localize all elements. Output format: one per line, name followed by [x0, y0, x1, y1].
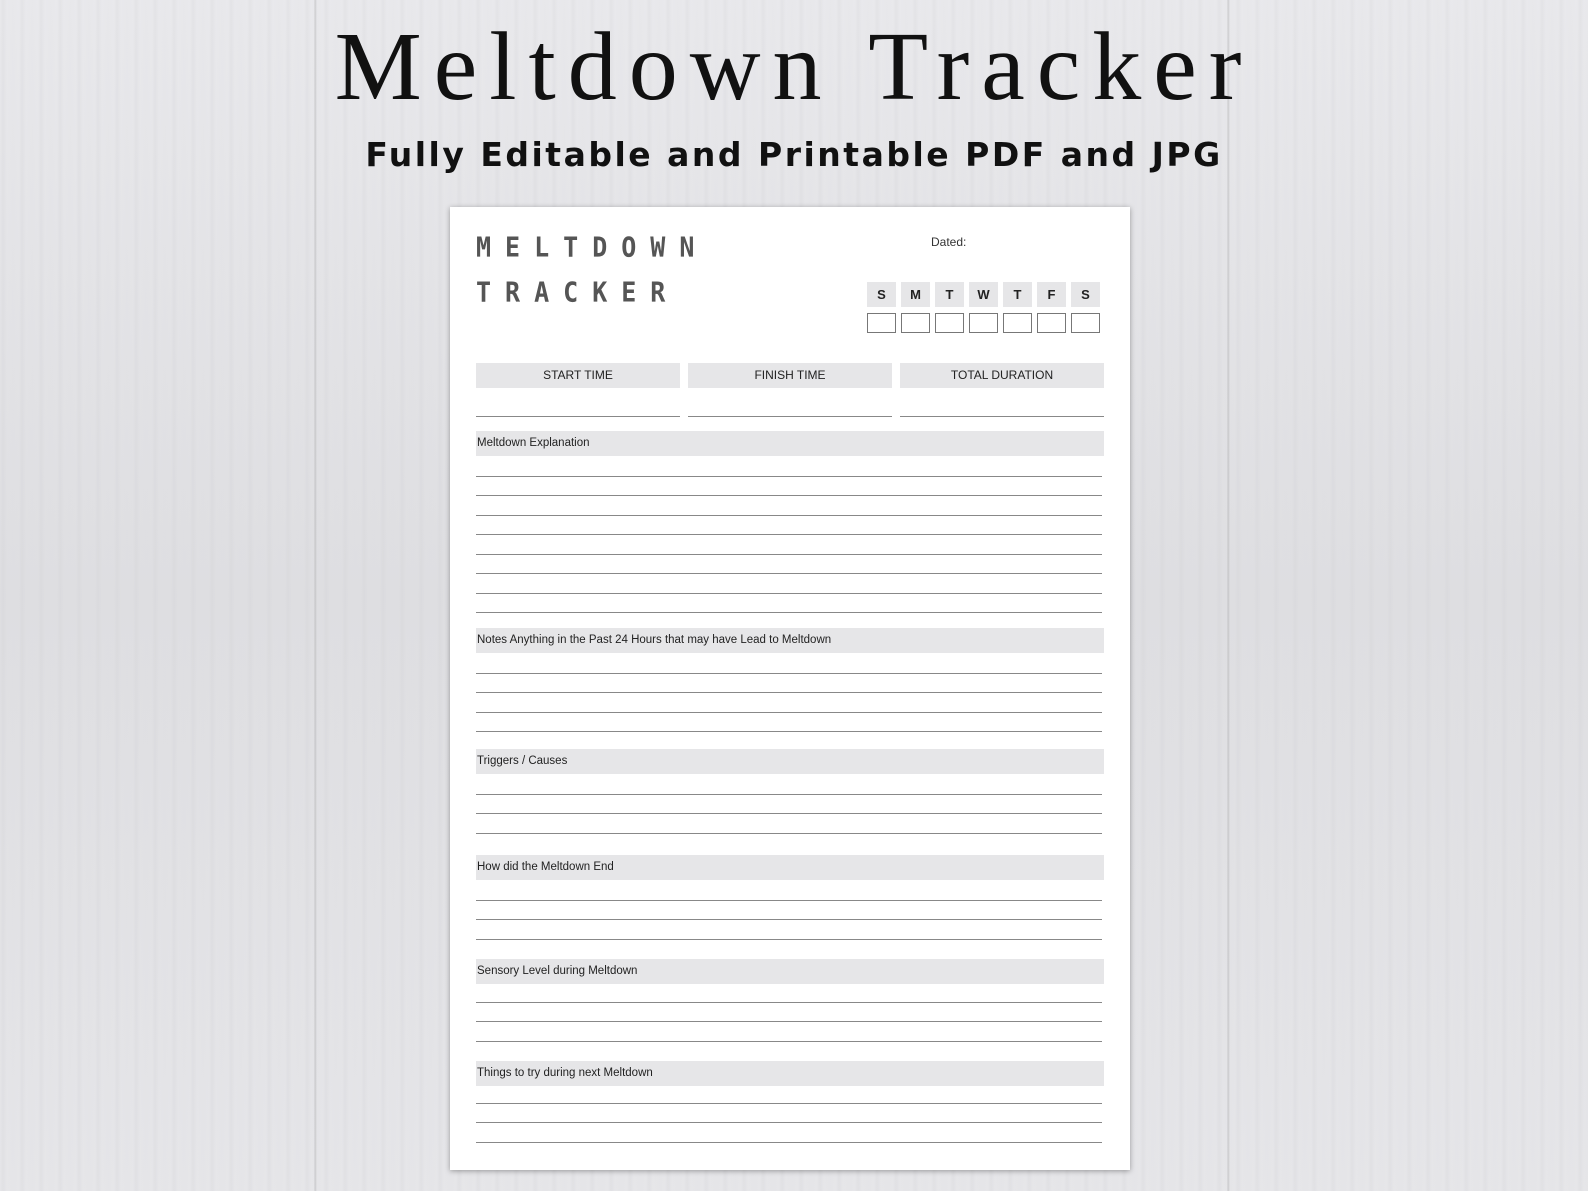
product-title: Meltdown Tracker	[334, 13, 1254, 121]
writing-line[interactable]	[476, 731, 1102, 732]
total-duration-field	[900, 363, 1104, 417]
sheet-title-line1: MELTDOWN	[476, 231, 709, 263]
day-thursday	[1003, 282, 1032, 333]
tracker-sheet	[450, 207, 1130, 1170]
day-checkbox[interactable]	[1003, 313, 1032, 333]
section-sensory-level	[476, 959, 1104, 984]
section-heading: Triggers / Causes	[476, 749, 1104, 774]
day-friday	[1037, 282, 1066, 333]
writing-line[interactable]	[476, 1021, 1102, 1022]
day-letter: F	[1037, 282, 1066, 307]
day-sunday	[867, 282, 896, 333]
day-wednesday	[969, 282, 998, 333]
section-heading: Meltdown Explanation	[476, 431, 1104, 456]
day-checkbox[interactable]	[901, 313, 930, 333]
writing-line[interactable]	[476, 1002, 1102, 1003]
section-meltdown-end	[476, 855, 1104, 880]
day-saturday	[1071, 282, 1100, 333]
writing-line[interactable]	[476, 534, 1102, 535]
start-time-field	[476, 363, 680, 417]
writing-line[interactable]	[476, 692, 1102, 693]
finish-time-field	[688, 363, 892, 417]
writing-line[interactable]	[476, 1041, 1102, 1042]
section-triggers	[476, 749, 1104, 774]
total-duration-label: TOTAL DURATION	[900, 363, 1104, 388]
writing-line[interactable]	[476, 612, 1102, 613]
day-checkbox[interactable]	[1037, 313, 1066, 333]
total-duration-input-line[interactable]	[900, 416, 1104, 417]
writing-line[interactable]	[476, 495, 1102, 496]
section-past-24-hours	[476, 628, 1104, 653]
writing-line[interactable]	[476, 813, 1102, 814]
writing-line[interactable]	[476, 573, 1102, 574]
day-checkbox[interactable]	[867, 313, 896, 333]
day-letter: T	[1003, 282, 1032, 307]
dated-label: Dated:	[931, 235, 967, 249]
day-letter: W	[969, 282, 998, 307]
writing-line[interactable]	[476, 593, 1102, 594]
day-checkbox[interactable]	[1071, 313, 1100, 333]
day-monday	[901, 282, 930, 333]
finish-time-input-line[interactable]	[688, 416, 892, 417]
writing-line[interactable]	[476, 1103, 1102, 1104]
writing-line[interactable]	[476, 712, 1102, 713]
writing-line[interactable]	[476, 476, 1102, 477]
section-heading: Sensory Level during Meltdown	[476, 959, 1104, 984]
day-tuesday	[935, 282, 964, 333]
time-fields	[476, 363, 1104, 417]
section-next-meltdown	[476, 1061, 1104, 1086]
finish-time-label: FINISH TIME	[688, 363, 892, 388]
weekday-selector	[867, 282, 1100, 333]
writing-line[interactable]	[476, 515, 1102, 516]
writing-line[interactable]	[476, 794, 1102, 795]
start-time-label: START TIME	[476, 363, 680, 388]
day-letter: S	[867, 282, 896, 307]
product-subtitle: Fully Editable and Printable PDF and JPG	[365, 135, 1223, 174]
section-meltdown-explanation	[476, 431, 1104, 456]
day-letter: S	[1071, 282, 1100, 307]
section-heading: How did the Meltdown End	[476, 855, 1104, 880]
writing-line[interactable]	[476, 939, 1102, 940]
day-letter: M	[901, 282, 930, 307]
writing-line[interactable]	[476, 919, 1102, 920]
writing-line[interactable]	[476, 900, 1102, 901]
writing-line[interactable]	[476, 673, 1102, 674]
section-heading: Things to try during next Meltdown	[476, 1061, 1104, 1086]
day-letter: T	[935, 282, 964, 307]
day-checkbox[interactable]	[935, 313, 964, 333]
section-heading: Notes Anything in the Past 24 Hours that may have Lead to Meltdown	[476, 628, 1104, 653]
sheet-title-line2: TRACKER	[476, 276, 680, 308]
day-checkbox[interactable]	[969, 313, 998, 333]
writing-line[interactable]	[476, 554, 1102, 555]
start-time-input-line[interactable]	[476, 416, 680, 417]
writing-line[interactable]	[476, 833, 1102, 834]
writing-line[interactable]	[476, 1122, 1102, 1123]
writing-line[interactable]	[476, 1142, 1102, 1143]
